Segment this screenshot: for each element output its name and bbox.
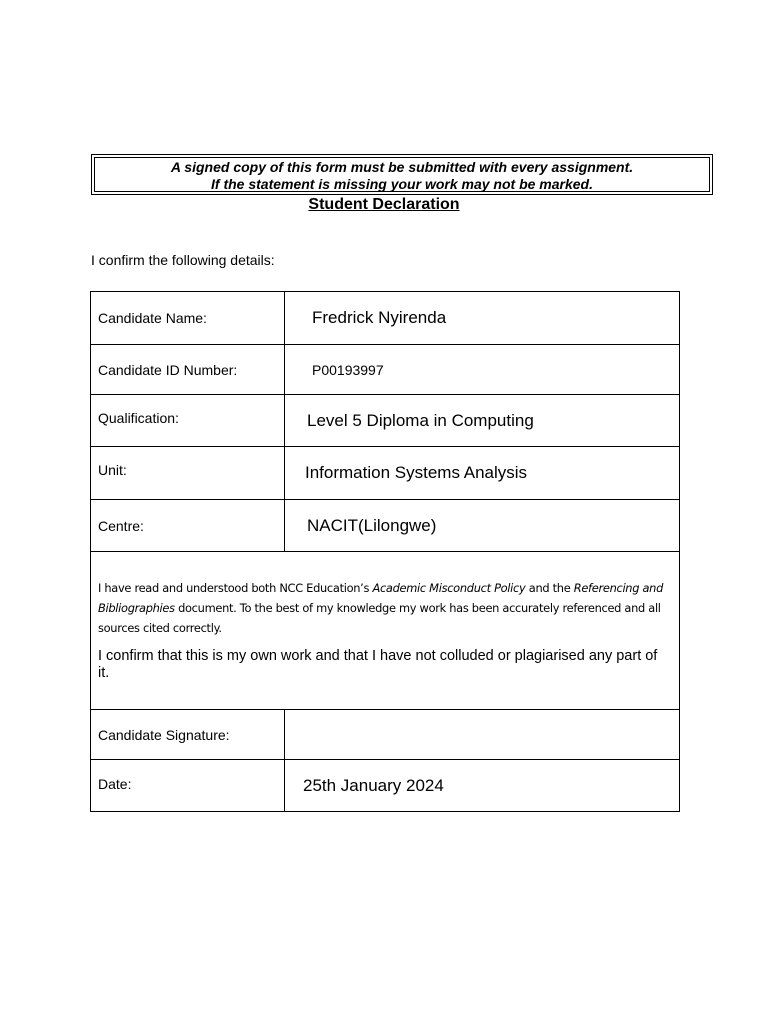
candidate-id-label: Candidate ID Number:	[91, 345, 285, 395]
page-title	[0, 196, 768, 214]
qualification-label: Qualification:	[91, 395, 285, 447]
row-candidate-name	[91, 292, 680, 345]
centre-value: NACIT(Lilongwe)	[285, 500, 680, 552]
declaration-paragraph-2: I confirm that this is my own work and that I have not colluded or plagiarised any part of it.	[98, 648, 658, 681]
signature-value[interactable]	[285, 710, 680, 760]
candidate-name-label: Candidate Name:	[91, 292, 285, 345]
candidate-name-value: Fredrick Nyirenda	[285, 292, 680, 345]
row-unit	[91, 447, 680, 500]
qualification-value: Level 5 Diploma in Computing	[285, 395, 680, 447]
row-signature	[91, 710, 680, 760]
row-candidate-id	[91, 345, 680, 395]
row-declaration	[91, 552, 680, 710]
declaration-text-part2: and the	[525, 581, 574, 595]
unit-value: Information Systems Analysis	[285, 447, 680, 500]
date-label: Date:	[91, 760, 285, 812]
submission-notice-inner	[94, 157, 710, 192]
academic-misconduct-policy-text: Academic Misconduct Policy	[372, 581, 526, 595]
declaration-text-part3: document. To the best of my knowledge my work has been accurately referenced and all sources cited correctly.	[98, 601, 661, 635]
intro-text: I confirm the following details:	[91, 252, 275, 268]
row-qualification	[91, 395, 680, 447]
unit-label: Unit:	[91, 447, 285, 500]
row-date	[91, 760, 680, 812]
notice-line-2: If the statement is missing your work may not be marked.	[211, 176, 593, 192]
centre-label: Centre:	[91, 500, 285, 552]
declaration-cell	[91, 552, 680, 710]
notice-line-1: A signed copy of this form must be submitted with every assignment.	[170, 159, 634, 175]
row-centre	[91, 500, 680, 552]
declaration-paragraph-1	[98, 578, 672, 638]
date-value: 25th January 2024	[285, 760, 680, 812]
declaration-text-part1: I have read and understood both NCC Education’s	[98, 581, 373, 595]
signature-label: Candidate Signature:	[91, 710, 285, 760]
submission-notice	[91, 154, 713, 195]
page-title-text: Student Declaration	[308, 196, 460, 213]
declaration-form-table	[90, 291, 680, 812]
candidate-id-value: P00193997	[285, 345, 680, 395]
referencing-document-text: Referencing and Bibliographies	[98, 581, 664, 615]
